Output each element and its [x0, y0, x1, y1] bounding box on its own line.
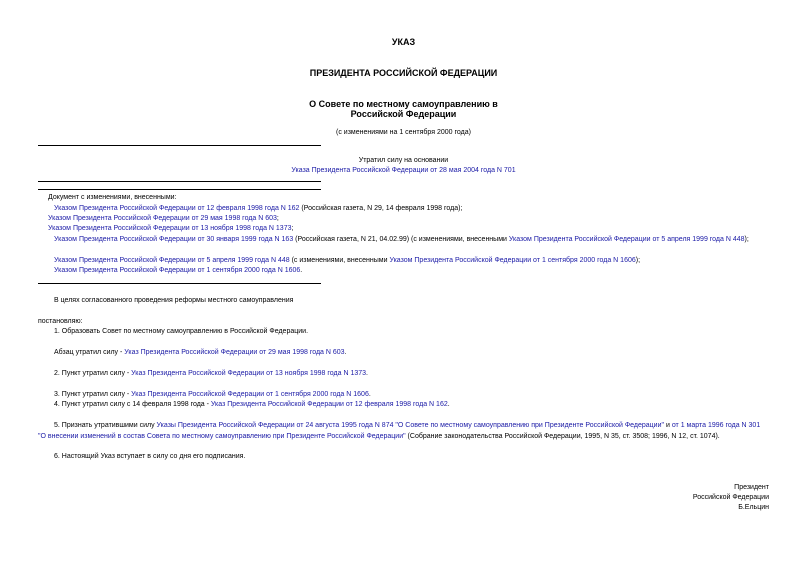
signature-name: Б.Ельцин — [738, 504, 769, 511]
amendment-text: ; — [276, 215, 279, 222]
paragraph-link[interactable]: Указ Президента Российской Федерации от 1 сентября 2000 года N 1606 — [131, 391, 369, 398]
decree-word: постановляю: — [38, 318, 83, 325]
divider — [38, 181, 321, 182]
paragraph-text: (Собрание законодательства Российской Федерации, 1995, N 35, ст. 3508; 1996, N 12, ст. 1074). — [405, 432, 720, 440]
paragraph-6: 6. Настоящий Указ вступает в силу со дня его подписания. — [54, 453, 246, 460]
signature-country: Российской Федерации — [692, 494, 769, 501]
divider — [38, 145, 321, 146]
amendment-item — [54, 204, 462, 215]
amendment-link[interactable]: Указом Президента Российской Федерации от 5 апреля 1999 года N 448 — [54, 257, 290, 264]
paragraph-4 — [54, 400, 450, 411]
divider — [38, 283, 321, 284]
amendment-text: (Российская газета, N 29, 14 февраля 1998 года); — [299, 205, 463, 212]
amendment-text: (Российская газета, N 21, 04.02.99) (с изменениями, внесенными — [293, 236, 509, 243]
amendment-item — [38, 235, 770, 246]
amendment-link[interactable]: Указом Президента Российской Федерации от 1 сентября 2000 года N 1606 — [389, 257, 636, 264]
paragraph-link[interactable]: Указ Президента Российской Федерации от 13 ноября 1998 года N 1373 — [131, 370, 367, 377]
paragraph-link[interactable]: Указ Президента Российской Федерации от 29 мая 1998 года N 603 — [124, 349, 345, 356]
paragraph-abzac — [54, 348, 347, 359]
paragraph-text: 5. Признать утратившими силу — [54, 422, 157, 429]
paragraph-2 — [54, 369, 368, 380]
signature-title: Президент — [734, 484, 769, 491]
amendment-item — [54, 256, 640, 267]
paragraph-5 — [38, 421, 770, 442]
paragraph-text: и — [664, 422, 672, 429]
amendment-link[interactable]: Указом Президента Российской Федерации от 5 апреля 1999 года N 448 — [508, 236, 745, 243]
subject-title-line1: О Совете по местному самоуправлению в — [309, 99, 498, 109]
divider — [38, 189, 321, 190]
doc-type-title: УКАЗ — [391, 37, 416, 47]
repeal-label: Утратил силу на основании — [358, 157, 449, 164]
amendment-text: (с изменениями, внесенными — [289, 257, 390, 264]
paragraph-link[interactable]: Указы Президента Российской Федерации от 24 августа 1995 года N 874 "О Совете по местному самоуправлению при Президенте Российской Федерации" — [156, 422, 664, 429]
amendment-item — [48, 224, 293, 235]
paragraph-text: . — [366, 370, 368, 377]
paragraph-link[interactable]: Указ Президента Российской Федерации от 12 февраля 1998 года N 162 — [210, 401, 448, 408]
amendment-text: ); — [744, 236, 749, 243]
paragraph-3 — [54, 390, 371, 401]
paragraph-text: . — [344, 349, 347, 356]
paragraph-1: 1. Образовать Совет по местному самоуправлению в Российской Федерации. — [54, 328, 309, 335]
paragraph-text: 2. Пункт утратил силу - — [54, 370, 132, 377]
amendment-link[interactable]: Указом Президента Российской Федерации от 30 января 1999 года N 163 — [54, 236, 294, 243]
preamble: В целях согласованного проведения реформы местного самоуправления — [54, 297, 294, 304]
amendment-text: ); — [635, 257, 641, 264]
amendment-link[interactable]: Указом Президента Российской Федерации от 13 ноября 1998 года N 1373 — [48, 225, 292, 232]
paragraph-text: . — [447, 401, 450, 408]
paragraph-link[interactable]: от 1 марта 1996 года N 301 "О внесении изменений в состав Совета по местному самоуправлению при Президенте Российской Федерации" — [38, 422, 761, 440]
paragraph-text: 3. Пункт утратил силу - — [54, 391, 132, 398]
amendment-text: . — [300, 267, 303, 274]
amendment-text: ; — [291, 225, 294, 232]
repeal-link[interactable]: Указа Президента Российской Федерации от 28 мая 2004 года N 701 — [291, 167, 516, 174]
amendment-note: (с изменениями на 1 сентября 2000 года) — [336, 129, 471, 136]
amendment-item — [48, 214, 279, 225]
paragraph-text: . — [368, 391, 371, 398]
amendment-link[interactable]: Указом Президента Российской Федерации от 29 мая 1998 года N 603 — [48, 215, 277, 222]
issuer-title: ПРЕЗИДЕНТА РОССИЙСКОЙ ФЕДЕРАЦИИ — [309, 68, 498, 78]
paragraph-text: 4. Пункт утратил силу с 14 февраля 1998 года - — [54, 401, 211, 408]
amendments-intro: Документ с изменениями, внесенными: — [48, 194, 177, 201]
paragraph-text: Абзац утратил силу - — [54, 349, 125, 356]
amendment-item — [54, 266, 302, 277]
amendment-link[interactable]: Указом Президента Российской Федерации от 12 февраля 1998 года N 162 — [54, 205, 300, 212]
subject-title-line2: Российской Федерации — [350, 109, 457, 119]
amendment-link[interactable]: Указом Президента Российской Федерации от 1 сентября 2000 года N 1606 — [54, 267, 301, 274]
